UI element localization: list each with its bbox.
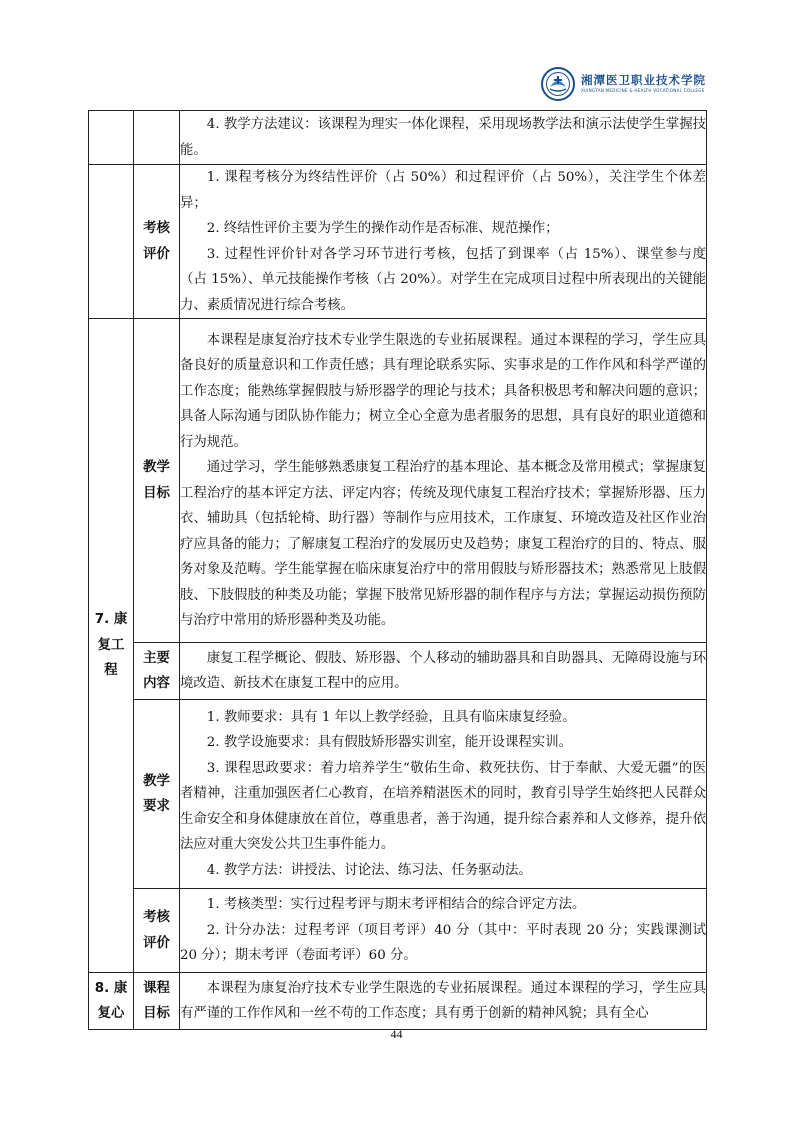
course-goals-text: 本课程为康复治疗技术专业学生限选的专业拓展课程。通过本课程的学习，学生应具有严谨的工作作风和一丝不苟的工作态度；具有勇于创新的精神风貌；具有全心 bbox=[180, 980, 706, 1021]
assessment-item: 1. 课程考核分为终结性评价（占 50%）和过程评价（占 50%），关注学生个体差异； bbox=[180, 170, 706, 211]
method-suggestion-cell bbox=[180, 111, 707, 165]
teaching-requirements-label: 教学 要求 bbox=[134, 700, 180, 889]
table-row bbox=[89, 700, 707, 889]
teaching-goals-cell bbox=[180, 319, 707, 643]
goals-paragraph: 通过学习，学生能够熟悉康复工程治疗的基本理论、基本概念及常用模式；掌握康复工程治疗的基本评定方法、评定内容；传统及现代康复工程治疗技术；掌握矫形器、压力衣、辅助具（包括轮椅、助行器）等制作与应用技术，工作康复、环境改造及社区作业治疗应具备的能力；了解康复工程治疗的发展历史及趋势；康复工程治疗的目的、特点、服务对象及范畴。学生能掌握在临床康复治疗中的常用假肢与矫形器技术；熟悉常见上肢假肢、下肢假肢的种类及功能；掌握下肢常见矫形器的制作程序与方法；掌握运动损伤预防与治疗中常用的矫形器种类及功能。 bbox=[180, 460, 706, 628]
college-name-block bbox=[581, 72, 706, 94]
requirement-item: 2. 教学设施要求：具有假肢矫形器实训室，能开设课程实训。 bbox=[206, 735, 572, 751]
goals-paragraph: 本课程是康复治疗技术专业学生限选的专业拓展课程。通过本课程的学习，学生应具备良好的质量意识和工作责任感；具有理论联系实际、实事求是的工作作风和科学严谨的工作态度；能熟练掌握假肢与矫形器学的理论与技术；具备积极思考和解决问题的意识；具备人际沟通与团队协作能力；树立全心全意为患者服务的思想，具有良好的职业道德和行为规范。 bbox=[180, 332, 706, 450]
main-content-cell bbox=[180, 643, 707, 700]
table-row bbox=[89, 165, 707, 319]
teaching-requirements-cell bbox=[180, 700, 707, 889]
table-row bbox=[89, 643, 707, 700]
course-label-rehab-psychology: 8. 康 复心 bbox=[89, 973, 134, 1030]
assessment-item: 3. 过程性评价针对各学习环节进行考核，包括了到课率（占 15%）、课堂参与度（占 15%）、单元技能操作考核（占 20%）。对学生在完成项目过程中所表现出的关键能力、素质情况进行综合考核。 bbox=[180, 246, 706, 313]
college-logo bbox=[541, 65, 706, 103]
college-name-cn: 湘潭医卫职业技术学院 bbox=[581, 72, 706, 87]
assessment-label-2: 考核 评价 bbox=[134, 889, 180, 973]
teaching-goals-label: 教学 目标 bbox=[134, 319, 180, 643]
requirement-item: 3. 课程思政要求：着力培养学生“敬佑生命、救死扶伤、甘于奉献、大爱无疆”的医者精神，注重加强医者仁心教育，在培养精湛医术的同时，教育引导学生始终把人民群众生命安全和身体健康放在首位，尊重患者，善于沟通，提升综合素养和人文修养，提升依法应对重大突发公共卫生事件能力。 bbox=[180, 760, 706, 853]
main-content-label: 主要 内容 bbox=[134, 643, 180, 700]
college-emblem-icon bbox=[541, 67, 575, 101]
college-name-en: XIANGTAN MEDICINE & HEALTH VOCATIONAL COLLEGE bbox=[581, 88, 705, 94]
table-row bbox=[89, 319, 707, 643]
assessment-label-1: 考核 评价 bbox=[134, 165, 180, 319]
assessment-cell-1 bbox=[180, 165, 707, 319]
table-row bbox=[89, 889, 707, 973]
requirement-item: 1. 教师要求：具有 1 年以上教学经验，且具有临床康复经验。 bbox=[206, 709, 576, 725]
course-cell-blank bbox=[89, 111, 134, 165]
method-suggestion-text: 4. 教学方法建议：该课程为理实一体化课程，采用现场教学法和演示法使学生掌握技能。 bbox=[180, 117, 706, 158]
course-goals-cell bbox=[180, 973, 707, 1030]
assessment-item: 2. 计分办法：过程考评（项目考评）40 分（其中：平时表现 20 分；实践课测试 20 分）；期末考评（卷面考评）60 分。 bbox=[180, 922, 706, 964]
label-cell-blank bbox=[134, 111, 180, 165]
course-cell-blank bbox=[89, 165, 134, 319]
page-number: 44 bbox=[390, 1027, 403, 1041]
table-row bbox=[89, 973, 707, 1030]
assessment-item: 2. 终结性评价主要为学生的操作动作是否标准、规范操作； bbox=[206, 221, 559, 236]
table-row bbox=[89, 111, 707, 165]
assessment-cell-2 bbox=[180, 889, 707, 973]
requirement-item: 4. 教学方法：讲授法、讨论法、练习法、任务驱动法。 bbox=[206, 862, 532, 878]
course-goals-label: 课程 目标 bbox=[134, 973, 180, 1030]
main-content-text: 康复工程学概论、假肢、矫形器、个人移动的辅助器具和自助器具、无障碍设施与环境改造、新技术在康复工程中的应用。 bbox=[180, 650, 706, 691]
course-label-rehab-engineering: 7. 康 复工 程 bbox=[89, 319, 134, 973]
course-table bbox=[88, 110, 707, 1030]
assessment-item: 1. 考核类型：实行过程考评与期末考评相结合的综合评定方法。 bbox=[206, 897, 586, 913]
